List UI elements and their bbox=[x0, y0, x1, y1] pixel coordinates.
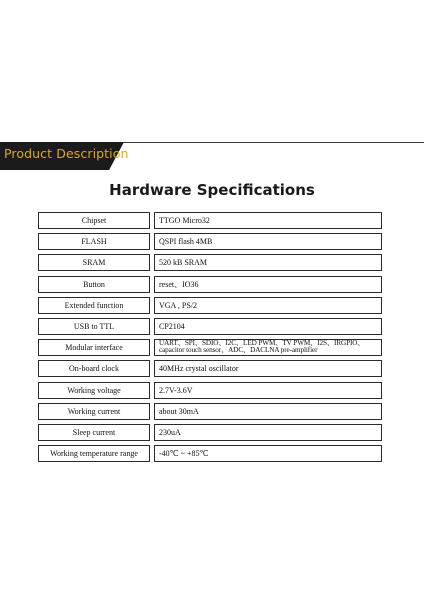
spec-value: TTGO Micro32 bbox=[154, 212, 382, 229]
spec-table bbox=[38, 212, 382, 466]
spec-label: Working temperature range bbox=[38, 445, 150, 462]
spec-value: 2.7V-3.6V bbox=[154, 382, 382, 399]
spec-value: QSPI flash 4MB bbox=[154, 233, 382, 250]
spec-label: Extended function bbox=[38, 297, 150, 314]
spec-row-sleep-current bbox=[38, 424, 382, 441]
spec-value: reset、IO36 bbox=[154, 276, 382, 293]
spec-row-chipset bbox=[38, 212, 382, 229]
spec-label: Chipset bbox=[38, 212, 150, 229]
spec-label: On-board clock bbox=[38, 360, 150, 377]
spec-value: UART、SPI、SDIO、I2C、LED PWM、TV PWM、I2S、IRGPIO、capacitor touch sensor、ADC、DACLNA pre-amplifier bbox=[154, 339, 382, 356]
spec-row-working-current bbox=[38, 403, 382, 420]
spec-label: Sleep current bbox=[38, 424, 150, 441]
spec-label: Button bbox=[38, 276, 150, 293]
spec-label: SRAM bbox=[38, 254, 150, 271]
spec-label: USB to TTL bbox=[38, 318, 150, 335]
spec-row-on-board-clock bbox=[38, 360, 382, 377]
spec-value: -40℃ ~ +85℃ bbox=[154, 445, 382, 462]
page-title: Hardware Specifications bbox=[109, 181, 315, 199]
spec-row-working-temperature-range bbox=[38, 445, 382, 462]
spec-row-button bbox=[38, 276, 382, 293]
spec-value: 520 kB SRAM bbox=[154, 254, 382, 271]
spec-value: 230uA bbox=[154, 424, 382, 441]
spec-label: Working voltage bbox=[38, 382, 150, 399]
spec-label: Modular interface bbox=[38, 339, 150, 356]
spec-row-sram bbox=[38, 254, 382, 271]
spec-value: 40MHz crystal oscillator bbox=[154, 360, 382, 377]
spec-value: about 30mA bbox=[154, 403, 382, 420]
spec-row-working-voltage bbox=[38, 382, 382, 399]
spec-label: FLASH bbox=[38, 233, 150, 250]
spec-value: CP2104 bbox=[154, 318, 382, 335]
spec-row-modular-interface bbox=[38, 339, 382, 356]
spec-label: Working current bbox=[38, 403, 150, 420]
banner-title: Product Description bbox=[4, 146, 129, 161]
spec-value: VGA , PS/2 bbox=[154, 297, 382, 314]
spec-row-usb-to-ttl bbox=[38, 318, 382, 335]
spec-row-extended-function bbox=[38, 297, 382, 314]
spec-row-flash bbox=[38, 233, 382, 250]
